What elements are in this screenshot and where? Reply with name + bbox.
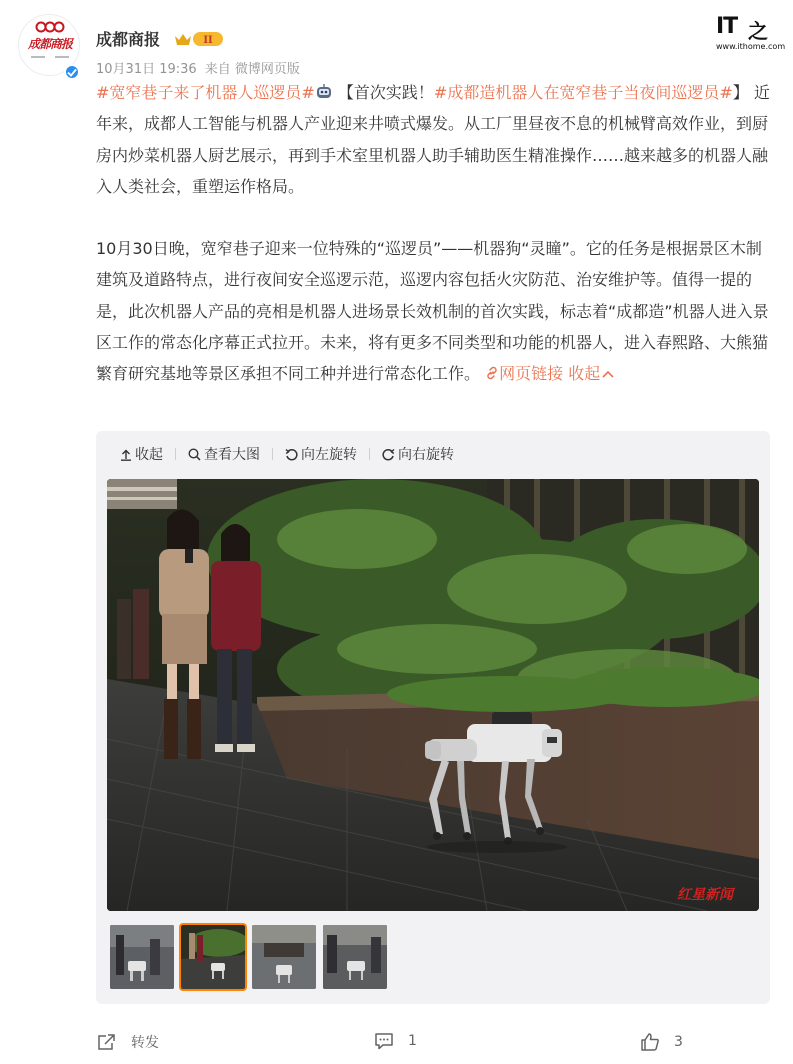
ithome-url: www.ithome.com	[716, 42, 786, 51]
post-source: 来自 微博网页版	[204, 62, 300, 77]
chevron-up-icon	[602, 369, 614, 379]
media-toolbar	[120, 444, 454, 464]
ithome-logo-icon: IT	[716, 14, 738, 39]
link-icon	[485, 366, 499, 380]
post-date[interactable]: 10月31日 19:36	[96, 62, 197, 77]
topic-tag-1[interactable]: #宽窄巷子来了机器人巡逻员#	[96, 83, 315, 102]
comment-button[interactable]	[374, 1032, 417, 1050]
topic-tag-2[interactable]: #成都造机器人在宽窄巷子当夜间巡逻员#	[433, 83, 733, 102]
svg-text:II: II	[203, 35, 213, 46]
post-content	[96, 77, 772, 390]
comment-icon	[374, 1032, 394, 1050]
paragraph-2-text: 10月30日晚，宽窄巷子迎来一位特殊的“巡逻员”——机器狗“灵瞳”。它的任务是根据景区木制建筑及道路特点，进行夜间安全巡逻示范，巡逻内容包括火灾防范、治安维护等。值得一提的是，此次机器人产品的亮相是机器人进场景长效机制的首次实践，标志着“成都造”机器人进入景区工作的常态化序幕正式拉开。未来，将有更多不同类型和功能的机器人，进入春熙路、大熊猫繁育研究基地等景区承担不同工种并进行常态化工作。	[96, 239, 769, 384]
search-icon	[188, 448, 201, 461]
rotate-left-button[interactable]: 向左旋转	[285, 444, 357, 464]
repost-button[interactable]: 转发	[97, 1032, 159, 1052]
thumbs-up-icon	[640, 1032, 660, 1052]
rotate-left-icon	[285, 448, 298, 461]
like-count: 3	[674, 1034, 683, 1050]
thumb-3[interactable]	[252, 925, 316, 989]
web-link[interactable]: 网页链接	[485, 364, 563, 383]
ithome-watermark	[716, 14, 786, 54]
thumb-1[interactable]	[110, 925, 174, 989]
verified-badge-icon	[64, 64, 80, 80]
media-container	[96, 431, 770, 1004]
robot-emoji-icon	[315, 84, 333, 100]
avatar-logo-text: 成都商报	[27, 37, 72, 51]
photo-watermark: 红星新闻	[677, 887, 733, 903]
thumbnail-strip	[110, 925, 394, 989]
post-meta	[96, 58, 300, 77]
collapse-media-button[interactable]: 收起	[120, 444, 163, 464]
collapse-text-button[interactable]: 收起	[568, 364, 614, 383]
member-level-badge-icon[interactable]	[173, 30, 225, 48]
main-photo[interactable]	[107, 479, 759, 911]
chengdu-logo-icon	[35, 20, 65, 33]
rotate-right-icon	[382, 448, 395, 461]
view-large-button[interactable]: 查看大图	[188, 444, 260, 464]
paragraph-1-text: 】 近年来，成都人工智能与机器人产业迎来井喷式爆发。从工厂里昼夜不息的机械臂高效作业，到厨房内炒菜机器人厨艺展示，再到手术室里机器人助手辅助医生精准操作……越来越多的机器人融入人类社会，重塑运作格局。	[96, 83, 770, 196]
avatar-logo-sub	[31, 53, 69, 63]
like-button[interactable]	[640, 1032, 683, 1052]
repost-icon	[97, 1033, 117, 1051]
thumb-4[interactable]	[323, 925, 387, 989]
paragraph-1-bracket: 【首次实践！	[332, 83, 434, 102]
rotate-right-button[interactable]: 向右旋转	[382, 444, 454, 464]
thumb-2[interactable]	[181, 925, 245, 989]
author-name[interactable]: 成都商报	[96, 30, 161, 49]
robot-dog-patrol-photo	[107, 479, 759, 911]
comment-count: 1	[408, 1033, 417, 1049]
arrow-up-collapse-icon	[120, 448, 132, 461]
post-actions	[0, 1024, 793, 1060]
paragraph-1	[96, 77, 772, 202]
ithome-logo-char: 之	[748, 19, 768, 43]
paragraph-2	[96, 233, 772, 389]
